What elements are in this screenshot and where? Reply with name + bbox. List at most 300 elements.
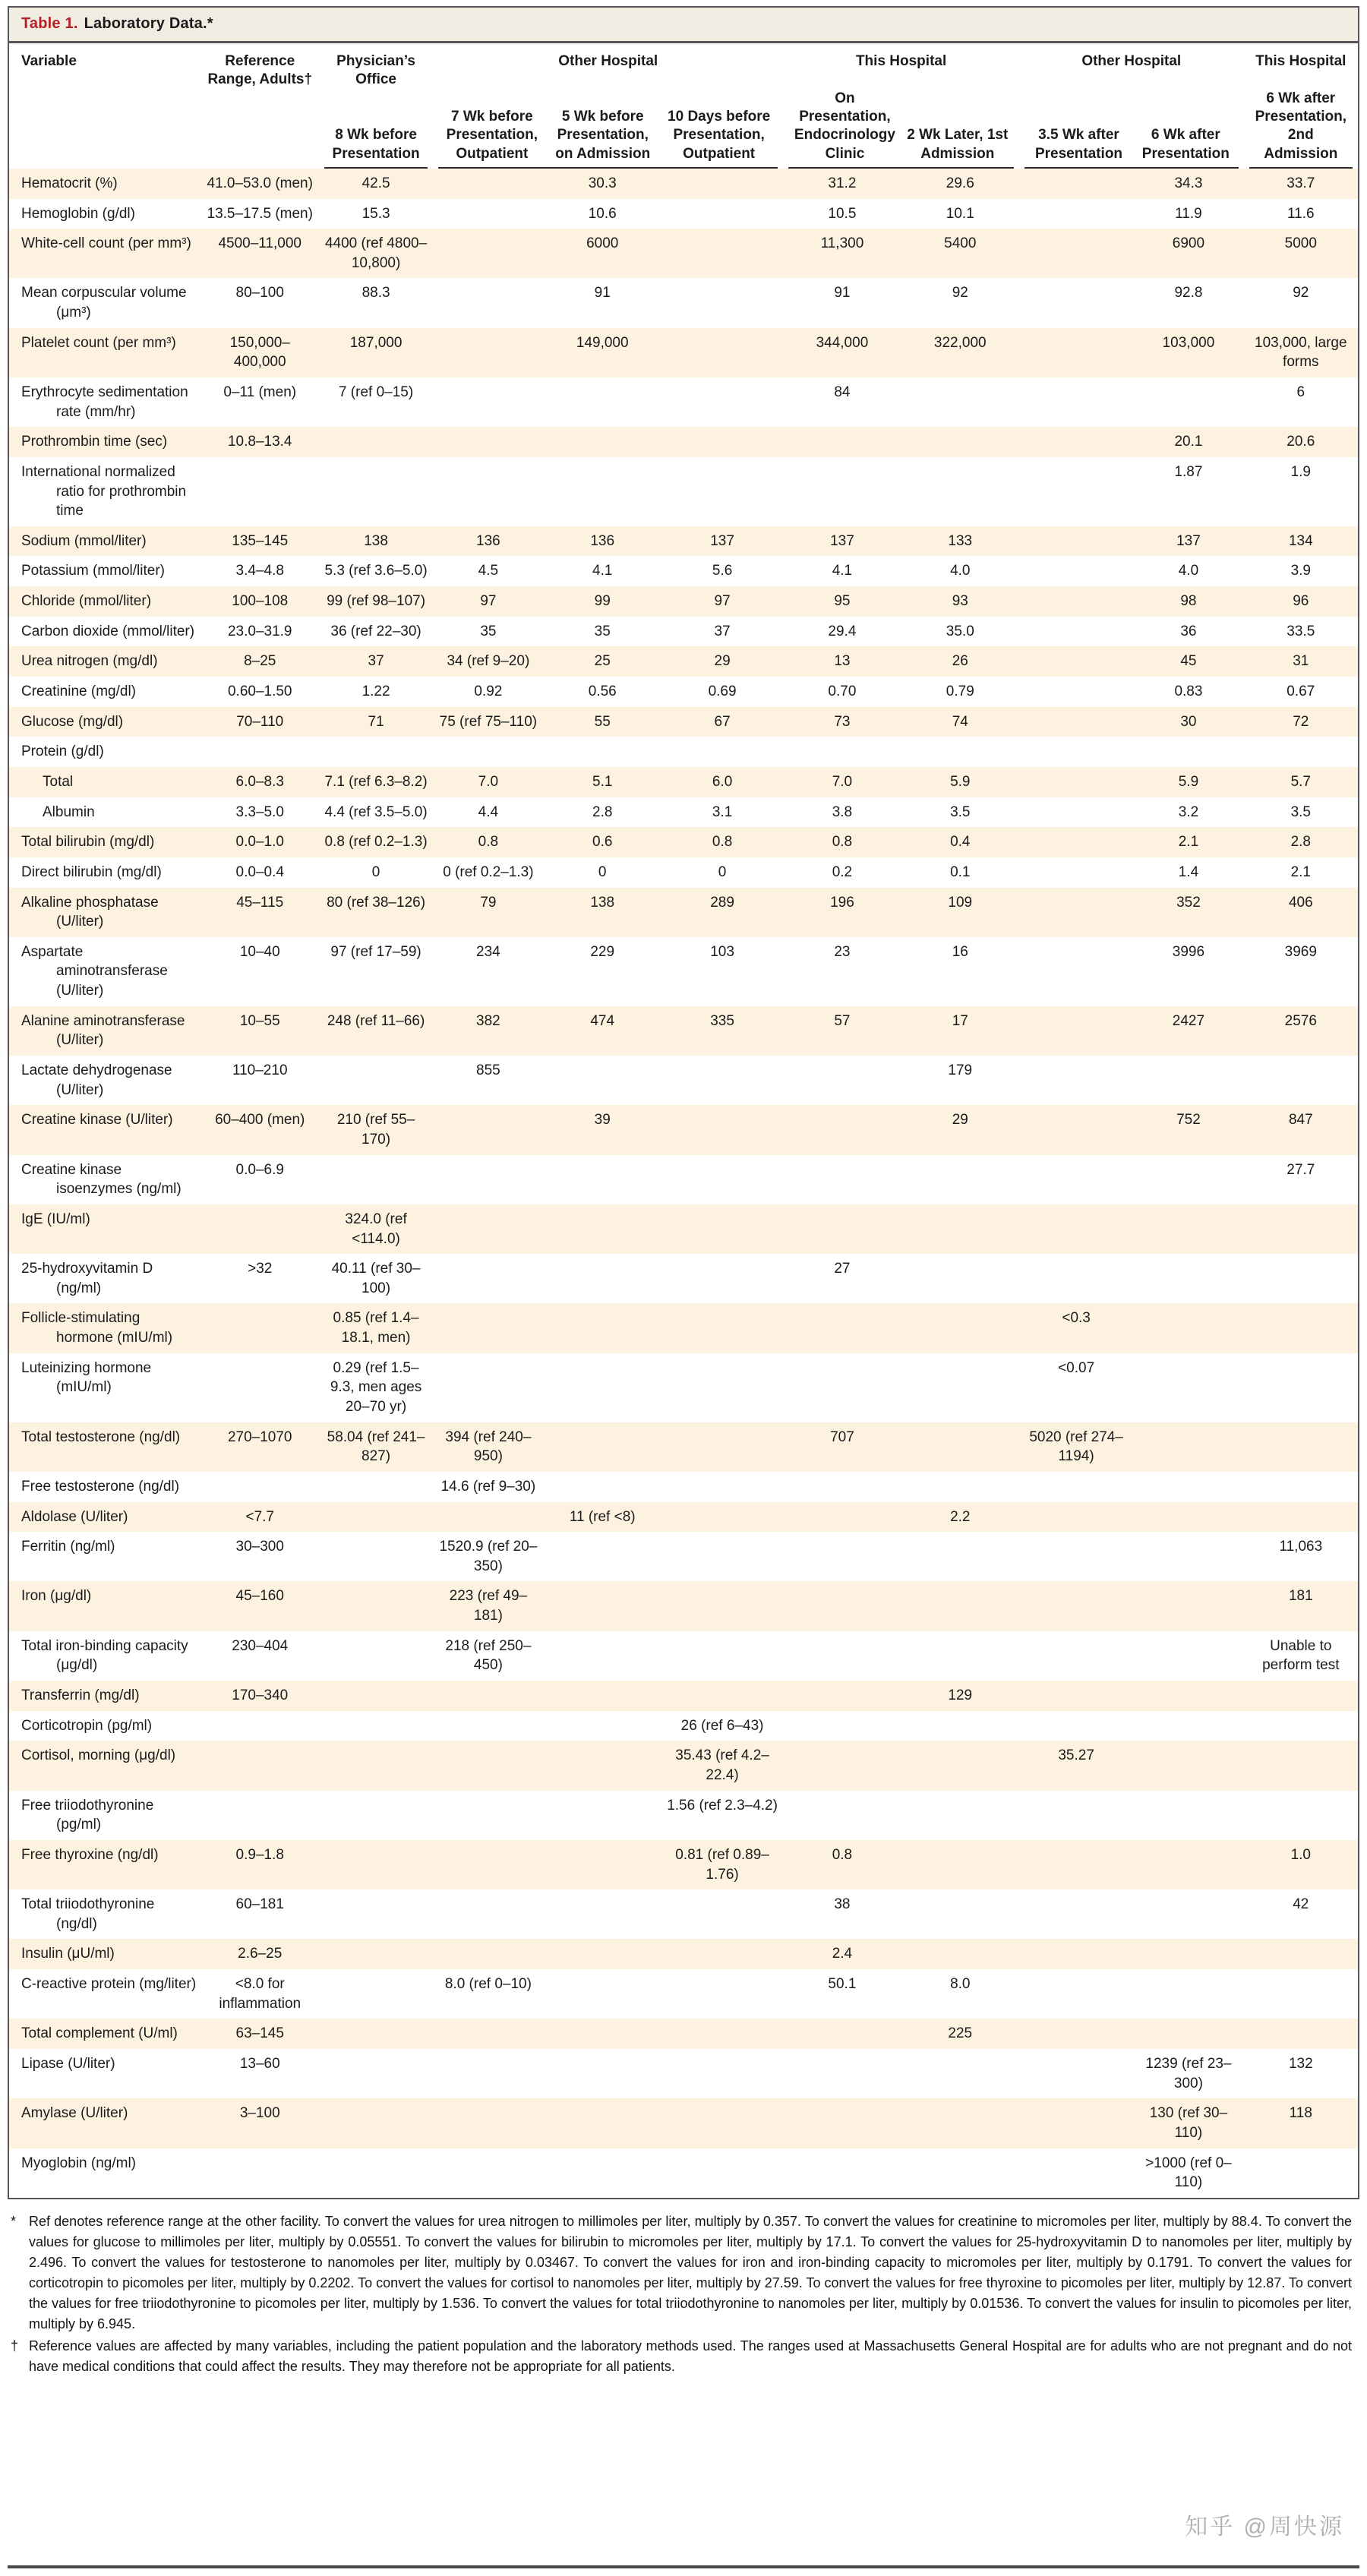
reference-range-cell [201, 457, 319, 526]
value-cell [433, 457, 543, 526]
value-cell: 4.5 [478, 563, 499, 579]
value-cell [1244, 1711, 1358, 1741]
variable-cell: Myoglobin (ng/ml) [21, 2155, 136, 2171]
value-cell [1244, 1791, 1358, 1840]
value-cell [433, 1889, 543, 1939]
value-cell: 3.1 [712, 803, 733, 820]
value-cell: 406 [1288, 894, 1313, 911]
variable-cell: Luteinizing hormone (mIU/ml) [21, 1359, 152, 1396]
reference-range-cell: 135–145 [232, 532, 289, 549]
value-cell: 2576 [1284, 1012, 1317, 1029]
value-cell [1019, 1581, 1133, 1631]
value-cell: 71 [368, 713, 384, 730]
value-cell: 7.0 [832, 773, 853, 790]
value-cell: 0 [718, 863, 727, 880]
reference-range-cell: 100–108 [232, 593, 289, 610]
value-cell: 132 [1288, 2056, 1313, 2072]
value-cell [1019, 1631, 1133, 1681]
value-cell: 0.1 [950, 863, 971, 880]
value-cell: 196 [830, 894, 854, 911]
value-cell [544, 1791, 661, 1840]
value-cell: 97 [480, 593, 497, 610]
value-cell [544, 1303, 661, 1353]
value-cell [901, 2148, 1019, 2198]
value-cell [319, 1502, 433, 1533]
value-cell [661, 457, 783, 526]
variable-cell: White-cell count (per mm³) [21, 235, 191, 252]
value-cell [433, 1303, 543, 1353]
table-row [9, 767, 1358, 797]
value-cell [1019, 1502, 1133, 1533]
value-cell [544, 1840, 661, 1889]
value-cell: 474 [590, 1012, 615, 1029]
value-cell [1133, 1631, 1243, 1681]
value-cell [433, 1502, 543, 1533]
value-cell: 92 [952, 285, 968, 301]
column-subheader: 3.5 Wk after Presentation [1034, 127, 1123, 162]
value-cell: 93 [952, 593, 968, 610]
value-cell: 847 [1288, 1112, 1313, 1129]
value-cell [1244, 1502, 1358, 1533]
table-row [9, 328, 1358, 377]
value-cell [661, 1303, 783, 1353]
value-cell: 0 [598, 863, 607, 880]
value-cell: 0 [371, 863, 380, 880]
reference-range-cell: 70–110 [236, 713, 284, 730]
value-cell [1133, 1791, 1243, 1840]
table-row [9, 937, 1358, 1006]
value-cell [1133, 1502, 1243, 1533]
value-cell [1244, 1939, 1358, 1969]
value-cell: 138 [364, 532, 388, 549]
value-cell [1019, 1840, 1133, 1889]
value-cell: 7.0 [478, 773, 499, 790]
value-cell [661, 1204, 783, 1254]
value-cell: 0.29 (ref 1.5–9.3, men ages 20–70 yr) [330, 1359, 422, 1415]
reference-range-cell: <8.0 for inflammation [219, 1976, 301, 2012]
reference-range-cell [201, 1791, 319, 1840]
reference-range-cell: 41.0–53.0 (men) [207, 175, 313, 191]
table-row [9, 1791, 1358, 1840]
table-row [9, 1631, 1358, 1681]
value-cell [783, 1681, 901, 1711]
value-cell: 223 (ref 49–181) [449, 1588, 528, 1624]
value-cell: 25 [594, 653, 611, 670]
reference-range-cell: 3.3–5.0 [235, 803, 284, 820]
value-cell [1019, 1254, 1133, 1303]
value-cell: 37 [368, 653, 384, 670]
value-cell [433, 737, 543, 767]
value-cell: 20.6 [1286, 434, 1315, 450]
value-cell [1019, 2019, 1133, 2049]
bottom-rule [8, 2565, 1359, 2568]
column-subheader-group [319, 90, 433, 169]
value-cell [1244, 1254, 1358, 1303]
value-cell [544, 1353, 661, 1422]
value-cell: 4400 (ref 4800–10,800) [324, 235, 428, 271]
reference-range-cell: <7.7 [245, 1508, 274, 1525]
value-cell [433, 278, 543, 327]
variable-cell: Prothrombin time (sec) [21, 434, 168, 450]
value-cell [1133, 1532, 1243, 1581]
value-cell [661, 1502, 783, 1533]
value-cell: 2.1 [1178, 834, 1199, 851]
value-cell [783, 1155, 901, 1204]
table-row [9, 2098, 1358, 2148]
value-cell [433, 1939, 543, 1969]
value-cell: 35.0 [946, 623, 974, 639]
value-cell: 35.27 [1058, 1747, 1094, 1764]
value-cell: 11,300 [820, 235, 864, 252]
value-cell: 2.8 [1290, 834, 1311, 851]
value-cell: 136 [476, 532, 500, 549]
reference-range-cell: 13–60 [239, 2056, 280, 2072]
value-cell: 91 [594, 285, 611, 301]
variable-cell: Creatinine (mg/dl) [21, 683, 136, 700]
table-row [9, 526, 1358, 557]
value-cell [1019, 827, 1133, 857]
reference-range-cell: 0–11 (men) [223, 384, 297, 400]
value-cell [1019, 2049, 1133, 2098]
value-cell: 73 [834, 713, 851, 730]
reference-range-cell: 8–25 [244, 653, 276, 670]
value-cell: 149,000 [576, 334, 629, 351]
value-cell: 57 [834, 1012, 851, 1029]
footnotes [8, 2199, 1359, 2377]
reference-range-cell: 0.0–0.4 [235, 863, 284, 880]
value-cell [783, 2098, 901, 2148]
column-header-variable: Variable [21, 53, 77, 69]
value-cell [783, 427, 901, 457]
value-cell [1244, 1353, 1358, 1422]
value-cell [1244, 1303, 1358, 1353]
value-cell [901, 377, 1019, 427]
value-cell [661, 1254, 783, 1303]
value-cell: 10.1 [946, 205, 974, 222]
value-cell [661, 427, 783, 457]
variable-cell: Alanine aminotransferase (U/liter) [21, 1012, 185, 1049]
variable-cell: Insulin (μU/ml) [21, 1946, 115, 1962]
value-cell: 335 [710, 1012, 734, 1029]
value-cell: 5.1 [592, 773, 613, 790]
value-cell [1019, 586, 1133, 617]
value-cell: 84 [834, 384, 851, 400]
value-cell [901, 1204, 1019, 1254]
reference-range-cell: 110–210 [232, 1062, 288, 1079]
value-cell: 14.6 (ref 9–30) [440, 1478, 536, 1495]
value-cell: 0.70 [828, 683, 857, 700]
value-cell [901, 1422, 1019, 1472]
table-title-text: Laboratory Data.* [84, 15, 213, 32]
value-cell [1019, 767, 1133, 797]
value-cell [319, 1681, 433, 1711]
value-cell: 10.6 [588, 205, 617, 222]
value-cell: 5.3 (ref 3.6–5.0) [324, 563, 428, 579]
value-cell [319, 1581, 433, 1631]
value-cell [319, 1532, 433, 1581]
column-subheader-group [433, 90, 783, 169]
value-cell [901, 1532, 1019, 1581]
value-cell [1133, 1581, 1243, 1631]
value-cell: 92 [1293, 285, 1309, 301]
variable-cell: Free triiodothyronine (pg/ml) [21, 1797, 154, 1833]
value-cell [544, 1155, 661, 1204]
value-cell [319, 1840, 433, 1889]
value-cell [783, 2049, 901, 2098]
variable-cell: Creatine kinase (U/liter) [21, 1112, 173, 1129]
column-subheader-group [1019, 90, 1244, 169]
table-row [9, 1711, 1358, 1741]
value-cell: 5400 [944, 235, 977, 252]
value-cell: 99 [594, 593, 611, 610]
value-cell: 3.2 [1178, 803, 1199, 820]
value-cell [1019, 457, 1133, 526]
value-cell: 7 (ref 0–15) [338, 384, 414, 400]
variable-cell: Urea nitrogen (mg/dl) [21, 653, 158, 670]
value-cell: 137 [1176, 532, 1201, 549]
value-cell: 10.5 [828, 205, 857, 222]
value-cell: 55 [594, 713, 611, 730]
reference-range-cell: 0.9–1.8 [235, 1846, 284, 1863]
value-cell: 11,063 [1279, 1539, 1323, 1555]
reference-range-cell: 60–400 (men) [215, 1112, 305, 1129]
value-cell [661, 1969, 783, 2019]
value-cell [783, 1502, 901, 1533]
value-cell [544, 1254, 661, 1303]
value-cell [1019, 1711, 1133, 1741]
reference-range-cell: 30–300 [235, 1539, 284, 1555]
variable-cell: Aspartate aminotransferase (U/liter) [21, 943, 168, 999]
value-cell: 137 [830, 532, 854, 549]
table-row [9, 2148, 1358, 2198]
value-cell [1133, 1353, 1243, 1422]
value-cell [319, 427, 433, 457]
variable-cell: Corticotropin (pg/ml) [21, 1717, 153, 1734]
value-cell [433, 1681, 543, 1711]
value-cell: 36 [1180, 623, 1197, 639]
value-cell [433, 1711, 543, 1741]
value-cell: 33.5 [1286, 623, 1315, 639]
value-cell: 29.4 [828, 623, 857, 639]
value-cell [1019, 1532, 1133, 1581]
value-cell: 4.0 [950, 563, 971, 579]
value-cell [661, 1631, 783, 1681]
value-cell [433, 328, 543, 377]
value-cell [544, 1472, 661, 1502]
variable-cell: Hematocrit (%) [21, 175, 118, 191]
value-cell [319, 457, 433, 526]
column-header-reference-range: Reference Range, Adults† [207, 53, 313, 88]
value-cell [901, 2049, 1019, 2098]
value-cell: 229 [590, 943, 615, 960]
value-cell: 45 [1180, 653, 1197, 670]
reference-range-cell: 150,000–400,000 [229, 334, 290, 371]
table-row [9, 1681, 1358, 1711]
value-cell: 324.0 (ref <114.0) [345, 1211, 407, 1247]
value-cell: 181 [1288, 1588, 1313, 1605]
value-cell [1019, 1105, 1133, 1154]
value-cell: 36 (ref 22–30) [330, 623, 421, 639]
table-row [9, 278, 1358, 327]
value-cell [319, 1631, 433, 1681]
column-subheader: 8 Wk before Presentation [332, 127, 420, 162]
value-cell [1019, 556, 1133, 586]
value-cell [1133, 1254, 1243, 1303]
value-cell [1133, 737, 1243, 767]
value-cell [433, 1105, 543, 1154]
section-header-cell: Protein (g/dl) [21, 743, 104, 760]
value-cell: 179 [948, 1062, 973, 1079]
value-cell [1244, 737, 1358, 767]
value-cell [661, 1681, 783, 1711]
value-cell [433, 1791, 543, 1840]
value-cell: 3996 [1172, 943, 1205, 960]
value-cell: 3.8 [832, 803, 853, 820]
value-cell: 23 [834, 943, 851, 960]
value-cell: 27.7 [1286, 1161, 1315, 1178]
value-cell [1244, 2019, 1358, 2049]
value-cell: 4.1 [832, 563, 853, 579]
value-cell: 0.8 [832, 1846, 853, 1863]
value-cell: 29 [714, 653, 731, 670]
value-cell: 34 (ref 9–20) [447, 653, 530, 670]
table-box [8, 6, 1359, 2199]
value-cell: 29.6 [946, 175, 974, 191]
value-cell [901, 1741, 1019, 1790]
value-cell: 382 [476, 1012, 500, 1029]
value-cell [783, 1741, 901, 1790]
variable-cell: Direct bilirubin (mg/dl) [21, 863, 162, 880]
value-cell: 344,000 [816, 334, 869, 351]
value-cell [1019, 1969, 1133, 2019]
value-cell: 0.83 [1174, 683, 1203, 700]
column-subheader-group [783, 90, 1019, 169]
value-cell [901, 1791, 1019, 1840]
value-cell [661, 1939, 783, 1969]
value-cell [433, 2148, 543, 2198]
value-cell [433, 427, 543, 457]
value-cell: 0.69 [708, 683, 737, 700]
value-cell: 3.5 [1290, 803, 1311, 820]
table-row [9, 1939, 1358, 1969]
value-cell: 138 [590, 894, 615, 911]
table-row [9, 737, 1358, 767]
reference-range-cell: 3.4–4.8 [235, 563, 284, 579]
value-cell [901, 1840, 1019, 1889]
value-cell: Unable to perform test [1262, 1637, 1340, 1674]
value-cell: 4.0 [1178, 563, 1199, 579]
column-group-header: Other Hospital [558, 53, 658, 69]
value-cell: 5.9 [950, 773, 971, 790]
value-cell: 248 (ref 11–66) [327, 1012, 425, 1029]
variable-cell: Chloride (mmol/liter) [21, 593, 152, 610]
table-row [9, 1532, 1358, 1581]
table-row [9, 199, 1358, 229]
value-cell: 4.4 [478, 803, 499, 820]
value-cell [1019, 199, 1133, 229]
variable-cell: Alkaline phosphatase (U/liter) [21, 894, 159, 930]
value-cell: 134 [1288, 532, 1313, 549]
table-row [9, 1581, 1358, 1631]
value-cell [1133, 1889, 1243, 1939]
variable-cell: Aldolase (U/liter) [21, 1508, 128, 1525]
value-cell [544, 2019, 661, 2049]
column-subheader: 6 Wk after Presentation, 2nd Admission [1255, 90, 1346, 162]
value-cell [1133, 1840, 1243, 1889]
value-cell: 5.6 [712, 563, 733, 579]
value-cell [1019, 888, 1133, 937]
reference-range-cell [201, 2148, 319, 2198]
value-cell [1019, 1472, 1133, 1502]
value-cell: 15.3 [361, 205, 390, 222]
variable-cell: Mean corpuscular volume (μm³) [21, 285, 187, 321]
value-cell [433, 1204, 543, 1254]
value-cell [783, 457, 901, 526]
value-cell [1019, 1056, 1133, 1105]
value-cell [544, 1741, 661, 1790]
reference-range-cell: 10–55 [239, 1012, 280, 1029]
table-row [9, 1422, 1358, 1472]
value-cell [1019, 646, 1133, 677]
value-cell [544, 1422, 661, 1472]
value-cell [1019, 1155, 1133, 1204]
value-cell [433, 169, 543, 199]
value-cell: 1520.9 (ref 20–350) [439, 1539, 538, 1574]
value-cell [1133, 1056, 1243, 1105]
value-cell [319, 1939, 433, 1969]
value-cell: 11 (ref <8) [569, 1508, 636, 1525]
table-row [9, 457, 1358, 526]
value-cell: 8.0 [950, 1976, 971, 1993]
value-cell [1133, 1303, 1243, 1353]
value-cell: 30 [1180, 713, 1197, 730]
value-cell [1244, 1422, 1358, 1472]
value-cell [1133, 377, 1243, 427]
value-cell [319, 1472, 433, 1502]
variable-cell: Hemoglobin (g/dl) [21, 205, 135, 222]
value-cell: 6 [1296, 384, 1305, 400]
table-row [9, 827, 1358, 857]
table-row [9, 888, 1358, 937]
value-cell: 4.4 (ref 3.5–5.0) [324, 803, 428, 820]
value-cell: 35 [594, 623, 611, 639]
column-subheader: 2 Wk Later, 1st Admission [907, 127, 1009, 162]
value-cell [1244, 1681, 1358, 1711]
value-cell: 0.4 [950, 834, 971, 851]
column-group-header: Other Hospital [1081, 53, 1182, 69]
value-cell [544, 427, 661, 457]
value-cell [1019, 617, 1133, 647]
value-cell [1019, 2148, 1133, 2198]
table-row [9, 1056, 1358, 1105]
value-cell: 80 (ref 38–126) [327, 894, 426, 911]
variable-cell: Carbon dioxide (mmol/liter) [21, 623, 195, 639]
value-cell [544, 1532, 661, 1581]
value-cell [1244, 2148, 1358, 2198]
column-subheader: 6 Wk after Presentation [1141, 127, 1230, 162]
value-cell [901, 1254, 1019, 1303]
variable-cell: Lipase (U/liter) [21, 2056, 115, 2072]
value-cell [783, 1105, 901, 1154]
value-cell [1244, 1056, 1358, 1105]
reference-range-cell [201, 1711, 319, 1741]
value-cell: 6900 [1172, 235, 1205, 252]
value-cell [901, 1581, 1019, 1631]
value-cell [783, 1631, 901, 1681]
value-cell [1019, 427, 1133, 457]
value-cell [783, 1353, 901, 1422]
variable-cell: Platelet count (per mm³) [21, 334, 176, 351]
